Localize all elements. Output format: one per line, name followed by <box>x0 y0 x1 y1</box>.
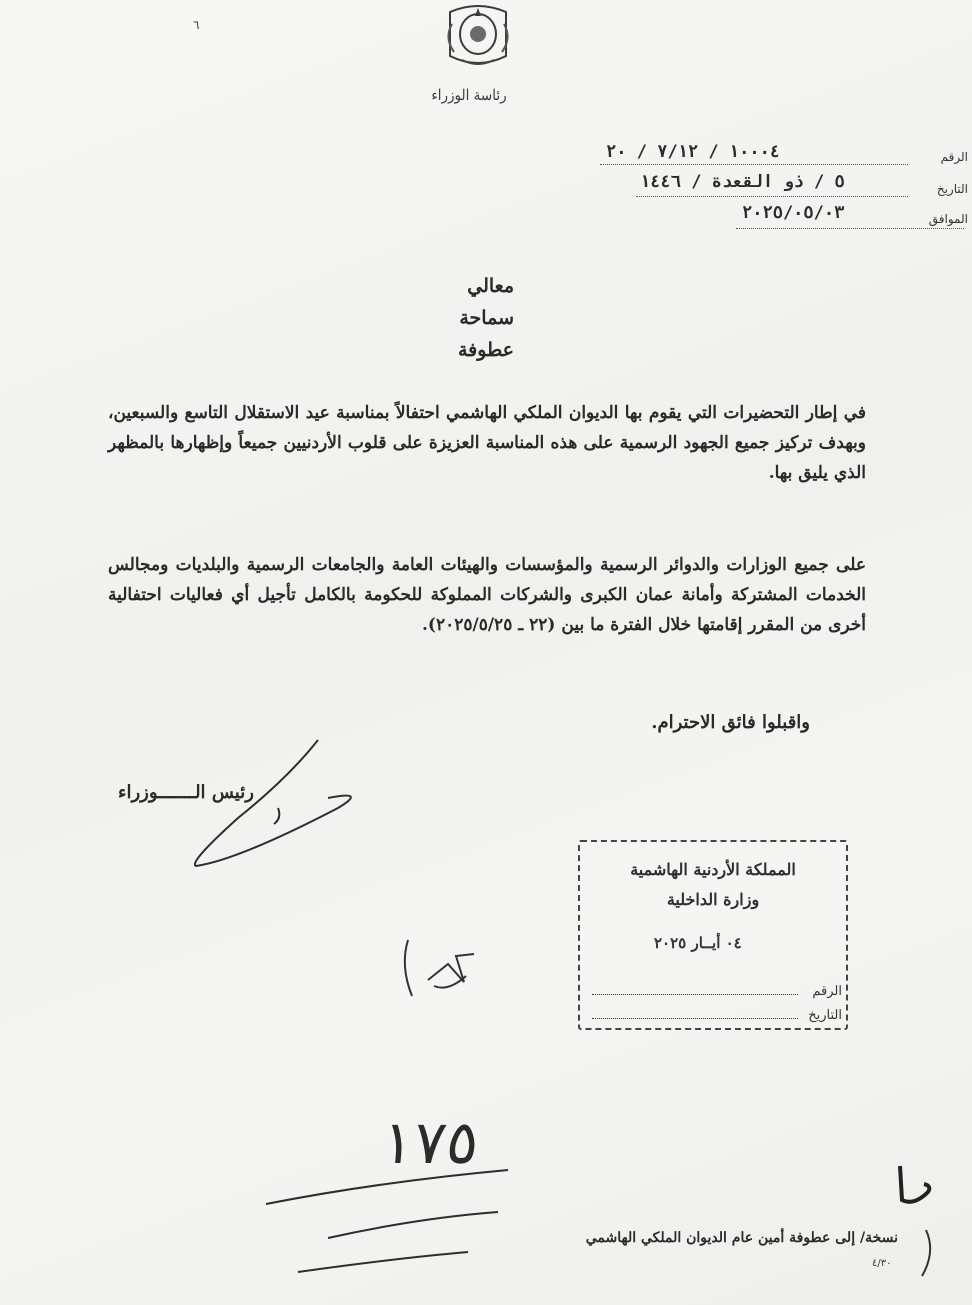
stamp-number-label: الرقم <box>812 984 842 999</box>
corner-mark: ٦ <box>193 18 200 32</box>
initials-mark <box>398 936 488 1006</box>
date-underline <box>636 196 908 197</box>
body-paragraph-1: في إطار التحضيرات التي يقوم بها الديوان الملكي الهاشمي احتفالاً بمناسبة عيد الاستقلال التاسع والسبعين، وبهدف تركيز جميع الجهود الرسمية على هذه المناسبة العزيزة على قلوب الأردنيين جميعاً وإظهارها بالمظهر الذي يليق بها. <box>108 403 866 483</box>
office-name: رئاسة الوزراء <box>431 86 507 104</box>
date-label: التاريخ <box>936 182 968 196</box>
stamp-line-2: وزارة الداخلية <box>666 890 760 909</box>
salutation-line1: معالي <box>467 275 514 297</box>
footer-bracket <box>896 1228 936 1278</box>
reference-number: ١٠٠٠٤ / ٧/١٢ / ٢٠ <box>606 142 781 162</box>
stamp-date-label: التاريخ <box>808 1008 842 1023</box>
hijri-date: ٥ / ذو القعدة / ١٤٤٦ <box>640 172 845 192</box>
margin-mark <box>892 1162 936 1212</box>
handwritten-underline <box>258 1160 518 1280</box>
signature-title: رئيس الـــــــوزراء <box>118 782 254 803</box>
stamp-line-1: المملكة الأردنية الهاشمية <box>630 860 796 879</box>
footer-copy-note: نسخة/ إلى عطوفة أمين عام الديوان الملكي الهاشمي <box>585 1230 898 1246</box>
stamp-date-line <box>592 1018 798 1019</box>
body-paragraph-2: على جميع الوزارات والدوائر الرسمية والمؤسسات والهيئات العامة والجامعات الرسمية والبلديات ومجالس الخدمات المشتركة وأمانة عمان الكبرى والشركات المملوكة للحكومة بالكامل تأجيل أي فعاليات احتفالية أخرى من المقرر إقامتها خلال الفترة ما بين (٢٢ ـ ٢٠٢٥/٥/٢٥). <box>108 555 866 635</box>
stamp-number-line <box>592 994 798 995</box>
gregorian-underline <box>736 228 964 229</box>
number-label: الرقم <box>940 150 968 164</box>
number-underline <box>600 164 908 165</box>
ministry-stamp <box>578 840 848 1030</box>
coat-of-arms-icon <box>432 4 524 72</box>
gregorian-label: الموافق <box>928 212 968 226</box>
gregorian-date: ٢٠٢٥/٠٥/٠٣ <box>742 203 845 223</box>
closing-line: واقبلوا فائق الاحترام. <box>651 712 810 733</box>
footer-reference: ٤/٣٠ <box>872 1258 892 1269</box>
signature-scribble <box>178 738 378 878</box>
handwritten-number: ١٧٥ <box>378 1108 483 1178</box>
salutation-line2: سماحة <box>459 307 514 329</box>
salutation-line3: عطوفة <box>457 339 514 361</box>
stamp-date: ٠٤ أيــار ٢٠٢٥ <box>654 934 742 952</box>
